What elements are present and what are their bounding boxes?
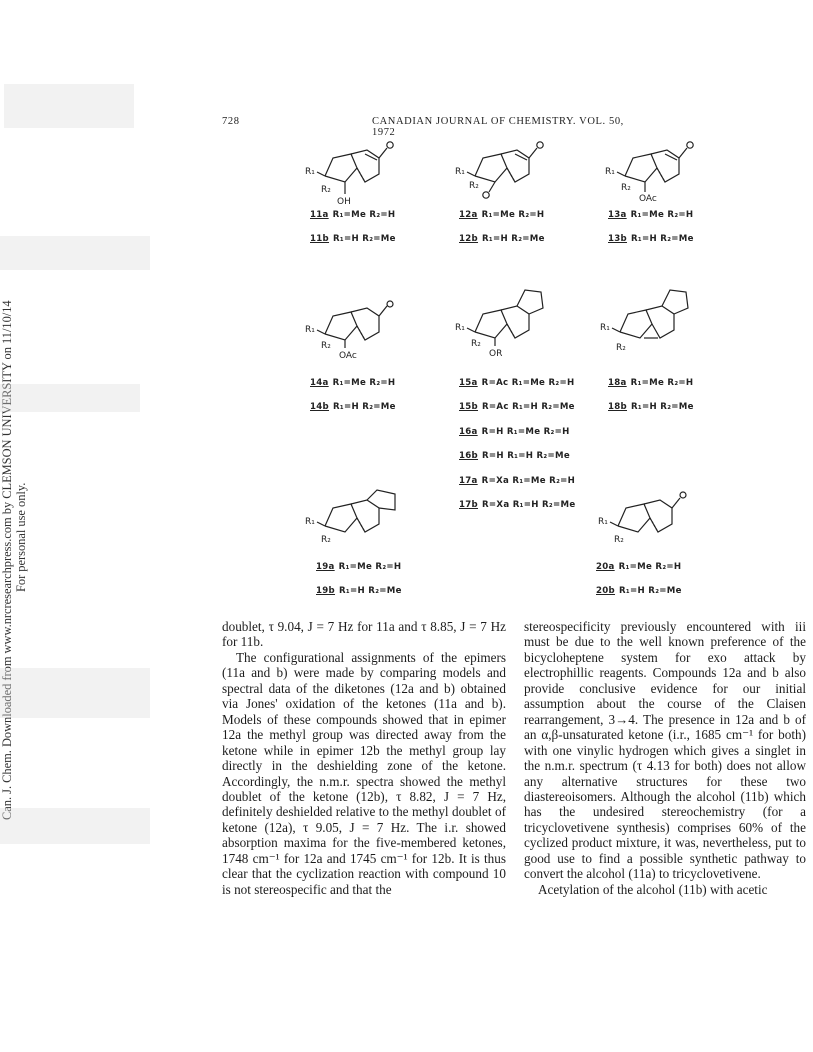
r2-label: R₂ bbox=[321, 341, 331, 351]
label-11a: 11a R₁=Me R₂=H bbox=[310, 210, 396, 220]
label-13b: 13b R₁=H R₂=Me bbox=[608, 234, 694, 244]
r1-label: R₁ bbox=[605, 167, 615, 177]
scan-artifact bbox=[0, 668, 150, 718]
label-18b: 18b R₁=H R₂=Me bbox=[608, 402, 694, 412]
r2-label: R₂ bbox=[321, 185, 331, 195]
oac-label: OAc bbox=[639, 194, 657, 204]
paragraph: The configurational assignments of the epimers (11a and b) were made by comparing models and spectral data of the diketones (12a and b) obtained via Jones' oxidation of the ketones (11a and b). Models of these compounds showed that in epimer 12a the methyl group was directed away from the ketone while in epimer 12b the methyl group lay directly in the deshielding zone of the ketone. Accordingly, the n.m.r. spectra showed the methyl doublet of the ketone (12b), τ 8.82, J = 7 Hz, definitely deshielded relative to the methyl doublet of ketone (12a), τ 9.05, J = 7 Hz. The i.r. showed absorption maxima for the five-membered ketones, 1748 cm⁻¹ for 12a and 1745 cm⁻¹ for 12b. It is thus clear that the cyclization reaction with compound 10 is not stereospecific and that the bbox=[222, 649, 506, 897]
structure-15 bbox=[455, 284, 565, 360]
structure-20 bbox=[598, 490, 708, 554]
r2-label: R₂ bbox=[471, 339, 481, 349]
r1-label: R₁ bbox=[455, 167, 465, 177]
label-16a: 16a R=H R₁=Me R₂=H bbox=[459, 427, 570, 437]
label-18a: 18a R₁=Me R₂=H bbox=[608, 378, 694, 388]
label-20a: 20a R₁=Me R₂=H bbox=[596, 562, 682, 572]
text-column-right bbox=[524, 619, 806, 897]
download-notice-line2: For personal use only. bbox=[14, 482, 28, 592]
paragraph: Acetylation of the alcohol (11b) with acetic bbox=[538, 881, 768, 897]
label-11b: 11b R₁=H R₂=Me bbox=[310, 234, 396, 244]
label-12a: 12a R₁=Me R₂=H bbox=[459, 210, 545, 220]
r1-label: R₁ bbox=[598, 517, 608, 527]
r1-label: R₁ bbox=[305, 325, 315, 335]
label-20b: 20b R₁=H R₂=Me bbox=[596, 586, 682, 596]
structure-13 bbox=[605, 138, 705, 208]
label-19b: 19b R₁=H R₂=Me bbox=[316, 586, 402, 596]
structure-19 bbox=[305, 490, 415, 554]
label-15b: 15b R=Ac R₁=H R₂=Me bbox=[459, 402, 575, 412]
r2-label: R₂ bbox=[614, 535, 624, 545]
label-19a: 19a R₁=Me R₂=H bbox=[316, 562, 402, 572]
oh-label: OH bbox=[337, 197, 351, 207]
label-12b: 12b R₁=H R₂=Me bbox=[459, 234, 545, 244]
page-number: 728 bbox=[222, 116, 240, 127]
r2-label: R₂ bbox=[616, 343, 626, 353]
label-13a: 13a R₁=Me R₂=H bbox=[608, 210, 694, 220]
structure-14 bbox=[305, 300, 405, 362]
r2-label: R₂ bbox=[621, 183, 631, 193]
paragraph: stereospecificity previously encountered with iii must be due to the well known preference of the bicycloheptene system for exo attack by electrophillic reagents. Compounds 12a and b also provide conclusive evidence for our initial assumption about the course of the Claisen rearrangement, 3→4. The presence in 12a and b of an α,β-unsaturated ketone (i.r., 1685 cm⁻¹ for both) with one vinylic hydrogen which gives a singlet in the n.m.r. spectrum (τ 4.13 for both) does not allow any alternative structures for these two diastereoisomers. Although the alcohol (11b) which has the undesired stereochemistry (for a tricyclovetivene synthesis) comprises 60% of the cyclized product mixture, it was, nevertheless, put to good use to find a possible synthetic pathway to convert the alcohol (11a) to tricyclovetivene. bbox=[524, 619, 806, 882]
or-label: OR bbox=[489, 349, 503, 359]
r1-label: R₁ bbox=[455, 323, 465, 333]
label-16b: 16b R=H R₁=H R₂=Me bbox=[459, 451, 570, 461]
paragraph: doublet, τ 9.04, J = 7 Hz for 11a and τ 8.85, J = 7 Hz for 11b. bbox=[222, 619, 506, 650]
structure-18 bbox=[600, 286, 710, 362]
text-column-left bbox=[222, 619, 506, 897]
r1-label: R₁ bbox=[305, 167, 315, 177]
label-17a: 17a R=Xa R₁=Me R₂=H bbox=[459, 476, 576, 486]
download-notice-line1: Can. J. Chem. Downloaded from www.nrcresearchpress.com by CLEMSON UNIVERSITY on 11/10/14 bbox=[0, 300, 14, 820]
oac-label: OAc bbox=[339, 351, 357, 361]
r1-label: R₁ bbox=[305, 517, 315, 527]
label-15a: 15a R=Ac R₁=Me R₂=H bbox=[459, 378, 575, 388]
structure-12 bbox=[455, 138, 555, 208]
r2-label: R₂ bbox=[321, 535, 331, 545]
label-14a: 14a R₁=Me R₂=H bbox=[310, 378, 396, 388]
label-14b: 14b R₁=H R₂=Me bbox=[310, 402, 396, 412]
r1-label: R₁ bbox=[600, 323, 610, 333]
journal-title: CANADIAN JOURNAL OF CHEMISTRY. VOL. 50, 1972 bbox=[372, 116, 624, 138]
structure-11 bbox=[305, 138, 405, 208]
scan-artifact bbox=[0, 808, 150, 844]
r2-label: R₂ bbox=[469, 181, 479, 191]
label-17b: 17b R=Xa R₁=H R₂=Me bbox=[459, 500, 576, 510]
